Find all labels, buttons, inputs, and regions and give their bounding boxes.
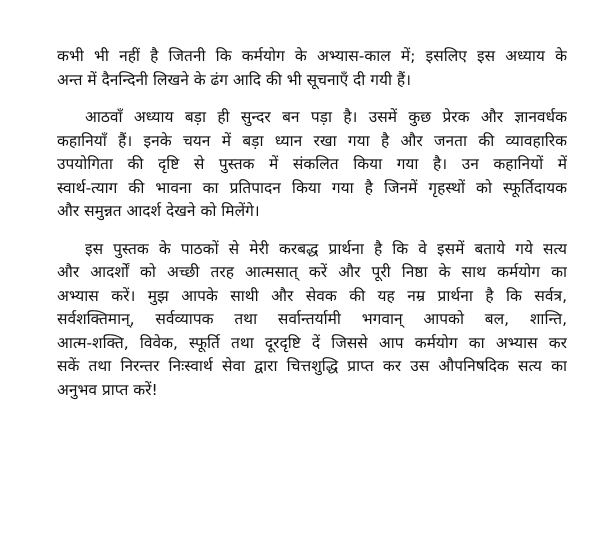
text-line: और आदर्शों को अच्छी तरह आत्मसात् करें और पूरी निष्ठा के साथ कर्मयोग का <box>57 263 567 281</box>
paragraph-1 <box>57 45 567 92</box>
text-line: कभी भी नहीं है जितनी कि कर्मयोग के अभ्यास-काल में; इसलिए इस अध्याय के <box>57 47 567 65</box>
text-line: उपयोगिता की दृष्टि से पुस्तक में संकलित किया गया है। उन कहानियों में <box>57 155 567 173</box>
paragraph-3 <box>57 238 567 403</box>
text-line: अभ्यास करें। मुझ आपके साथी और सेवक की यह नम्र प्रार्थना है कि सर्वत्र, <box>57 286 567 305</box>
text-line: सर्वशक्तिमान्, सर्वव्यापक तथा सर्वान्तर्यामी भगवान् आपको बल, शान्ति, <box>57 310 567 328</box>
text-line: अन्त में दैनन्दिनी लिखने के ढंग आदि की भी सूचनाएँ दी गयी हैं। <box>57 70 411 89</box>
body-text <box>57 45 567 416</box>
text-line: आठवाँ अध्याय बड़ा ही सुन्दर बन पड़ा है। उसमें कुछ प्रेरक और ज्ञानवर्धक <box>85 108 567 126</box>
text-line: इस पुस्तक के पाठकों से मेरी करबद्ध प्रार्थना है कि वे इसमें बताये गये सत्य <box>85 239 567 258</box>
text-line: कहानियाँ हैं। इनके चयन में बड़ा ध्यान रखा गया है और जनता की व्यावहारिक <box>57 131 567 150</box>
paragraph-2 <box>57 106 567 224</box>
text-line: आत्म-शक्ति, विवेक, स्फूर्ति तथा दूरदृष्टि दें जिससे आप कर्मयोग का अभ्यास कर <box>57 333 567 352</box>
text-line: स्वार्थ-त्याग की भावना का प्रतिपादन किया गया है जिनमें गृहस्थों को स्फूर्तिदायक <box>57 178 567 197</box>
text-line: अनुभव प्राप्त करें! <box>57 380 158 399</box>
text-line: सकें तथा निरन्तर निःस्वार्थ सेवा द्वारा चित्तशुद्धि प्राप्त कर उस औपनिषदिक सत्य का <box>57 357 567 375</box>
text-line: और समुन्नत आदर्श देखने को मिलेंगे। <box>57 202 260 220</box>
